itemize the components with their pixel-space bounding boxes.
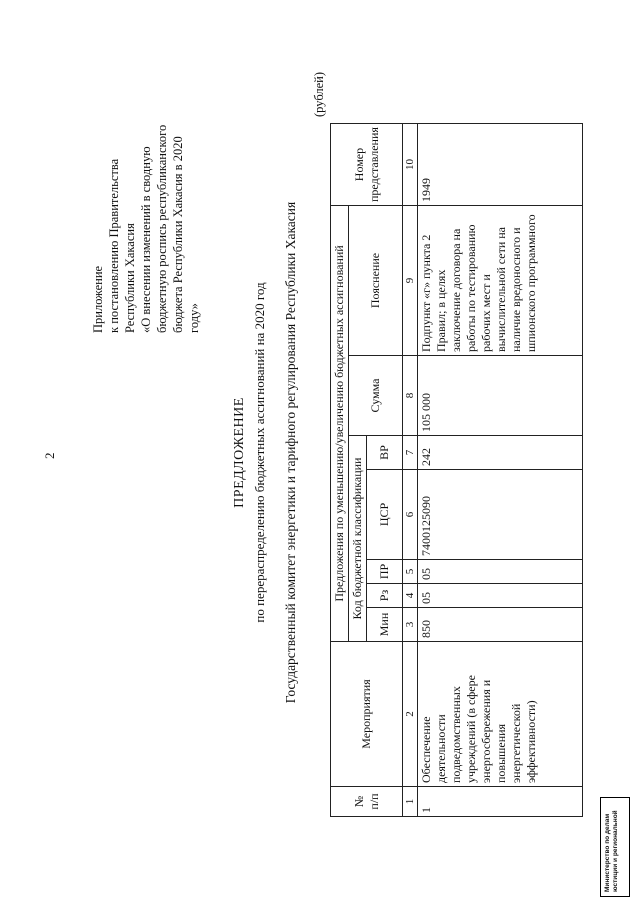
document-title: ПРЕДЛОЖЕНИЕ — [232, 397, 247, 508]
column-index: 1 — [403, 787, 418, 817]
appendix-block — [90, 33, 202, 333]
unit-label: (рублей) — [312, 71, 326, 117]
stamp-line: юстиции и региональной — [612, 810, 619, 892]
column-index: 4 — [403, 584, 418, 608]
appendix-line: бюджета Республики Хакасия в 2020 — [171, 136, 185, 333]
page-number: 2 — [42, 452, 57, 459]
cell-measure: Обеспечение деятельности подведомственных учреждений (в сфере энергосбережения и повышения энергетической эффективности) — [418, 642, 583, 787]
column-index: 6 — [403, 470, 418, 560]
cell-vr: 242 — [418, 436, 583, 470]
header-measures: Мероприятия — [331, 642, 403, 787]
cell-rep-number: 1949 — [418, 124, 583, 206]
appendix-line: «О внесении изменений в сводную — [139, 146, 153, 333]
cell-sum: 105 000 — [418, 356, 583, 436]
header-rep-number: Номер представления — [331, 124, 403, 206]
document-subtitle: по перераспределению бюджетных ассигнований на 2020 год — [252, 282, 267, 623]
header-pr: ПР — [367, 560, 403, 584]
header-proposals: Предложения по уменьшению/увеличению бюджетных ассигнований — [331, 206, 349, 642]
header-explanation: Пояснение — [349, 206, 403, 356]
header-vr: ВР — [367, 436, 403, 470]
appendix-line: Республики Хакасия — [123, 223, 137, 333]
column-index: 10 — [403, 124, 418, 206]
header-min: Мин — [367, 608, 403, 642]
column-index: 9 — [403, 206, 418, 356]
column-index: 3 — [403, 608, 418, 642]
ministry-stamp — [600, 797, 630, 897]
header-num: № п/п — [331, 787, 403, 817]
header-rz: Рз — [367, 584, 403, 608]
appendix-line: бюджетную роспись республиканского — [155, 124, 169, 333]
column-index-row — [403, 124, 418, 817]
header-csr: ЦСР — [367, 470, 403, 560]
stamp-line: Министерство по делам — [604, 813, 611, 892]
column-index: 8 — [403, 356, 418, 436]
header-sum: Сумма — [349, 356, 403, 436]
appendix-line: Приложение — [91, 265, 105, 333]
column-index: 2 — [403, 642, 418, 787]
committee-name: Государственный комитет энергетики и тарифного регулирования Республики Хакасия — [283, 201, 298, 704]
cell-rz: 05 — [418, 584, 583, 608]
appendix-line: к постановлению Правительства — [107, 158, 121, 333]
header-code-group: Код бюджетной классификации — [349, 436, 367, 642]
column-index: 5 — [403, 560, 418, 584]
cell-min: 850 — [418, 608, 583, 642]
cell-pr: 05 — [418, 560, 583, 584]
cell-explanation: Подпункт «г» пункта 2 Правил; в целях заключение договора на работы по тестированию рабочих мест и вычислительной сети на наличие вредоносного и шпионского программного — [418, 206, 583, 356]
column-index: 7 — [403, 436, 418, 470]
cell-csr: 7400125090 — [418, 470, 583, 560]
table-row — [418, 124, 583, 817]
cell-num: 1 — [418, 787, 583, 817]
appendix-line: году» — [187, 303, 201, 333]
allocation-table — [330, 123, 583, 817]
